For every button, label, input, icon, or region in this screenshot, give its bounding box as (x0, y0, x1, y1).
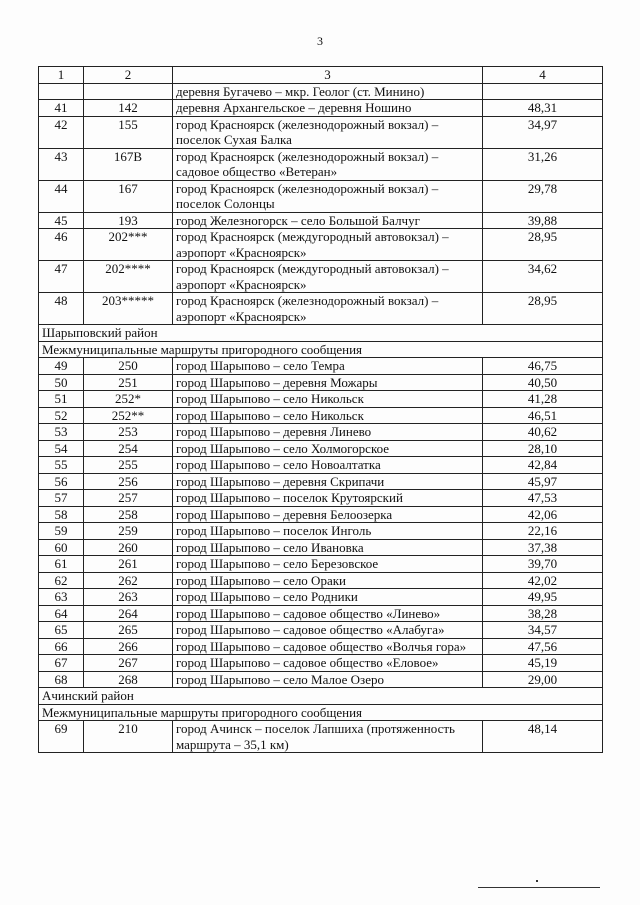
route-description: город Шарыпово – деревня Линево (173, 424, 483, 441)
row-number: 67 (39, 655, 84, 672)
route-distance: 48,14 (483, 721, 603, 753)
footer-mark (536, 880, 538, 882)
row-number: 52 (39, 407, 84, 424)
table-row (39, 440, 603, 457)
table-header-row (39, 67, 603, 84)
route-distance: 40,62 (483, 424, 603, 441)
table-row (39, 572, 603, 589)
route-distance: 47,53 (483, 490, 603, 507)
route-distance: 42,02 (483, 572, 603, 589)
route-description: город Шарыпово – село Темра (173, 358, 483, 375)
route-number: 142 (84, 100, 173, 117)
row-number: 51 (39, 391, 84, 408)
route-distance: 29,78 (483, 180, 603, 212)
route-number: 260 (84, 539, 173, 556)
route-distance: 45,19 (483, 655, 603, 672)
row-number (39, 83, 84, 100)
footer-rule (478, 887, 600, 888)
route-description: город Шарыпово – деревня Скрипачи (173, 473, 483, 490)
table-row (39, 148, 603, 180)
route-description: город Шарыпово – село Никольск (173, 407, 483, 424)
row-number: 65 (39, 622, 84, 639)
row-number: 45 (39, 212, 84, 229)
route-distance: 39,70 (483, 556, 603, 573)
route-number: 252** (84, 407, 173, 424)
route-description: город Красноярск (железнодорожный вокзал) – аэропорт «Красноярск» (173, 293, 483, 325)
route-distance: 42,06 (483, 506, 603, 523)
section-title: Шарыповский район (39, 325, 603, 342)
route-number: 155 (84, 116, 173, 148)
section-row (39, 341, 603, 358)
route-distance: 28,10 (483, 440, 603, 457)
row-number: 69 (39, 721, 84, 753)
route-distance: 40,50 (483, 374, 603, 391)
route-number: 252* (84, 391, 173, 408)
route-description: деревня Бугачево – мкр. Геолог (ст. Минино) (173, 83, 483, 100)
route-number: 267 (84, 655, 173, 672)
section-row (39, 688, 603, 705)
route-distance: 34,57 (483, 622, 603, 639)
route-description: город Шарыпово – садовое общество «Волчья гора» (173, 638, 483, 655)
route-description: город Шарыпово – деревня Можары (173, 374, 483, 391)
route-description: город Шарыпово – село Ивановка (173, 539, 483, 556)
route-description: город Шарыпово – садовое общество «Линево» (173, 605, 483, 622)
table-row (39, 212, 603, 229)
row-number: 41 (39, 100, 84, 117)
table-row (39, 374, 603, 391)
route-distance: 41,28 (483, 391, 603, 408)
route-description: город Шарыпово – село Новоалтатка (173, 457, 483, 474)
row-number: 47 (39, 261, 84, 293)
table-body (39, 83, 603, 753)
route-distance: 38,28 (483, 605, 603, 622)
route-number: 251 (84, 374, 173, 391)
route-description: город Шарыпово – деревня Белоозерка (173, 506, 483, 523)
route-number: 202**** (84, 261, 173, 293)
route-distance: 29,00 (483, 671, 603, 688)
route-number: 264 (84, 605, 173, 622)
row-number: 54 (39, 440, 84, 457)
route-number: 265 (84, 622, 173, 639)
table-row (39, 457, 603, 474)
route-distance: 47,56 (483, 638, 603, 655)
route-number: 268 (84, 671, 173, 688)
routes-table (38, 66, 603, 753)
route-number: 254 (84, 440, 173, 457)
table-row (39, 622, 603, 639)
route-description: деревня Архангельское – деревня Ношино (173, 100, 483, 117)
route-description: город Шарыпово – поселок Крутоярский (173, 490, 483, 507)
table-row (39, 655, 603, 672)
table-row (39, 721, 603, 753)
route-distance: 28,95 (483, 229, 603, 261)
route-distance: 37,38 (483, 539, 603, 556)
route-distance: 46,75 (483, 358, 603, 375)
section-title: Межмуниципальные маршруты пригородного сообщения (39, 704, 603, 721)
route-number: 203***** (84, 293, 173, 325)
route-distance: 39,88 (483, 212, 603, 229)
table-row (39, 589, 603, 606)
route-number: 167 (84, 180, 173, 212)
route-distance: 42,84 (483, 457, 603, 474)
route-description: город Красноярск (железнодорожный вокзал) – садовое общество «Ветеран» (173, 148, 483, 180)
route-number: 259 (84, 523, 173, 540)
table-row (39, 523, 603, 540)
route-description: город Железногорск – село Большой Балчуг (173, 212, 483, 229)
header-col-1: 1 (39, 67, 84, 84)
table-row (39, 83, 603, 100)
route-distance: 22,16 (483, 523, 603, 540)
row-number: 68 (39, 671, 84, 688)
section-row (39, 325, 603, 342)
route-number: 266 (84, 638, 173, 655)
row-number: 49 (39, 358, 84, 375)
route-description: город Шарыпово – село Ораки (173, 572, 483, 589)
header-col-3: 3 (173, 67, 483, 84)
row-number: 46 (39, 229, 84, 261)
row-number: 50 (39, 374, 84, 391)
table-row (39, 180, 603, 212)
header-col-2: 2 (84, 67, 173, 84)
table-row (39, 556, 603, 573)
route-distance: 46,51 (483, 407, 603, 424)
route-description: город Шарыпово – село Никольск (173, 391, 483, 408)
page-number: 3 (317, 34, 323, 48)
route-description: город Шарыпово – садовое общество «Алабуга» (173, 622, 483, 639)
table-row (39, 358, 603, 375)
route-description: город Шарыпово – село Холмогорское (173, 440, 483, 457)
route-description: город Шарыпово – село Березовское (173, 556, 483, 573)
route-distance: 48,31 (483, 100, 603, 117)
route-description: город Шарыпово – село Родники (173, 589, 483, 606)
table-row (39, 539, 603, 556)
section-row (39, 704, 603, 721)
route-number: 255 (84, 457, 173, 474)
row-number: 62 (39, 572, 84, 589)
route-number: 258 (84, 506, 173, 523)
table-row (39, 293, 603, 325)
row-number: 60 (39, 539, 84, 556)
route-number: 167В (84, 148, 173, 180)
table-row (39, 605, 603, 622)
route-number: 210 (84, 721, 173, 753)
row-number: 55 (39, 457, 84, 474)
row-number: 43 (39, 148, 84, 180)
table-row (39, 506, 603, 523)
table-row (39, 229, 603, 261)
row-number: 56 (39, 473, 84, 490)
section-title: Межмуниципальные маршруты пригородного сообщения (39, 341, 603, 358)
route-distance: 34,62 (483, 261, 603, 293)
table-row (39, 100, 603, 117)
route-number: 263 (84, 589, 173, 606)
route-description: город Ачинск – поселок Лапшиха (протяженность маршрута – 35,1 км) (173, 721, 483, 753)
table-row (39, 490, 603, 507)
row-number: 63 (39, 589, 84, 606)
route-description: город Красноярск (междугородный автовокзал) – аэропорт «Красноярск» (173, 229, 483, 261)
table-row (39, 391, 603, 408)
table-row (39, 671, 603, 688)
table-row (39, 638, 603, 655)
route-distance: 45,97 (483, 473, 603, 490)
route-distance: 34,97 (483, 116, 603, 148)
route-description: город Красноярск (железнодорожный вокзал) – поселок Солонцы (173, 180, 483, 212)
route-description: город Шарыпово – поселок Инголь (173, 523, 483, 540)
route-number: 261 (84, 556, 173, 573)
route-number: 256 (84, 473, 173, 490)
table-row (39, 424, 603, 441)
row-number: 57 (39, 490, 84, 507)
row-number: 58 (39, 506, 84, 523)
route-number: 250 (84, 358, 173, 375)
header-col-4: 4 (483, 67, 603, 84)
table-row (39, 116, 603, 148)
row-number: 44 (39, 180, 84, 212)
route-description: город Шарыпово – садовое общество «Еловое» (173, 655, 483, 672)
row-number: 59 (39, 523, 84, 540)
route-description: город Красноярск (междугородный автовокзал) – аэропорт «Красноярск» (173, 261, 483, 293)
table-row (39, 473, 603, 490)
route-distance (483, 83, 603, 100)
route-number (84, 83, 173, 100)
route-distance: 49,95 (483, 589, 603, 606)
row-number: 64 (39, 605, 84, 622)
route-distance: 28,95 (483, 293, 603, 325)
route-distance: 31,26 (483, 148, 603, 180)
route-number: 257 (84, 490, 173, 507)
row-number: 53 (39, 424, 84, 441)
route-number: 193 (84, 212, 173, 229)
section-title: Ачинский район (39, 688, 603, 705)
route-number: 253 (84, 424, 173, 441)
row-number: 61 (39, 556, 84, 573)
table-row (39, 407, 603, 424)
table-row (39, 261, 603, 293)
row-number: 42 (39, 116, 84, 148)
route-number: 202*** (84, 229, 173, 261)
row-number: 48 (39, 293, 84, 325)
route-description: город Шарыпово – село Малое Озеро (173, 671, 483, 688)
route-description: город Красноярск (железнодорожный вокзал) – поселок Сухая Балка (173, 116, 483, 148)
route-number: 262 (84, 572, 173, 589)
row-number: 66 (39, 638, 84, 655)
